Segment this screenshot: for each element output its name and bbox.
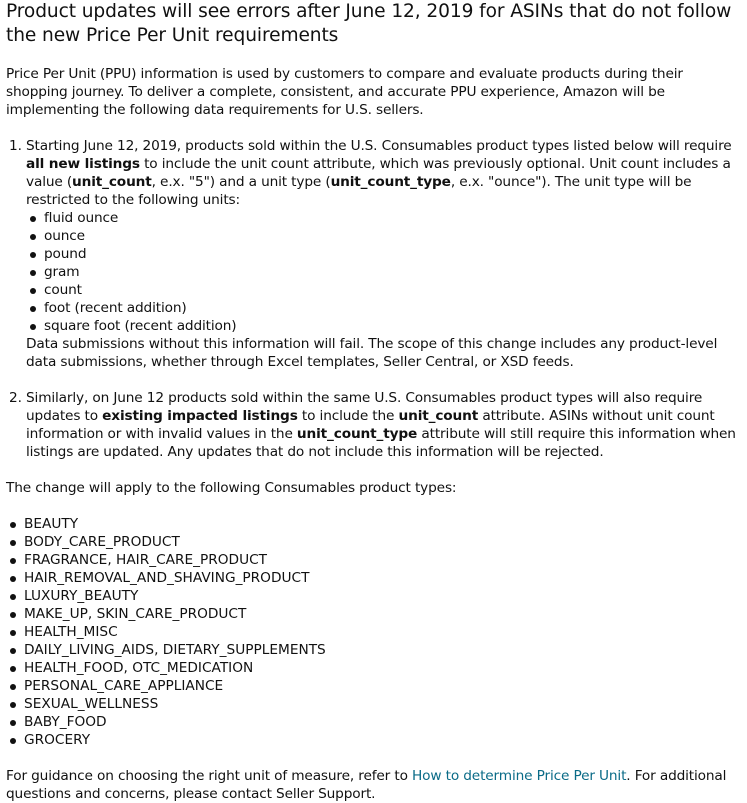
emphasis-unit-count: unit_count [72,174,152,190]
unit-types-list [26,209,747,335]
emphasis-unit-count-type: unit_count_type [296,426,418,442]
list-item: FRAGRANCE, HAIR_CARE_PRODUCT [6,551,747,569]
emphasis-unit-count: unit_count [398,408,479,424]
list-item: BEAUTY [6,515,747,533]
list-item: HAIR_REMOVAL_AND_SHAVING_PRODUCT [6,569,747,587]
list-item: HEALTH_FOOD, OTC_MEDICATION [6,659,747,677]
product-types-intro: The change will apply to the following Consumables product types: [6,480,457,496]
list-item: ounce [26,227,747,245]
list-item: count [26,281,747,299]
list-item: pound [26,245,747,263]
list-item: LUXURY_BEAUTY [6,587,747,605]
list-item: BODY_CARE_PRODUCT [6,533,747,551]
list-item: GROCERY [6,731,747,749]
emphasis-all-new-listings: all new listings [26,156,140,172]
list-item: PERSONAL_CARE_APPLIANCE [6,677,747,695]
requirement-1-text: Starting June 12, 2019, products sold within the U.S. Consumables product types listed below will require all new listings to include the unit count attribute, which was previously optional. Unit count includes a value (unit_count, e.x. "5") and a unit type (unit_count_type, e.x. "ounce"). The unit type will be restricted to the following units: [26,138,732,208]
requirement-item-1 [26,137,747,371]
list-item: MAKE_UP, SKIN_CARE_PRODUCT [6,605,747,623]
guidance-paragraph: For guidance on choosing the right unit of measure, refer to How to determine Price Per Unit. For additional questions and concerns, please contact Seller Support. [6,768,727,802]
list-item: fluid ounce [26,209,747,227]
list-item: SEXUAL_WELLNESS [6,695,747,713]
emphasis-existing-listings: existing impacted listings [102,408,298,424]
list-item: BABY_FOOD [6,713,747,731]
requirement-item-2 [26,389,747,461]
list-item: HEALTH_MISC [6,623,747,641]
requirements-list [6,137,747,461]
list-item: square foot (recent addition) [26,317,747,335]
ppu-help-link[interactable]: How to determine Price Per Unit [412,768,627,784]
product-types-list [6,515,747,749]
list-item: DAILY_LIVING_AIDS, DIETARY_SUPPLEMENTS [6,641,747,659]
intro-paragraph: Price Per Unit (PPU) information is used by customers to compare and evaluate products during their shopping journey. To deliver a complete, consistent, and accurate PPU experience, Amazon will be implementing the following data requirements for U.S. sellers. [6,66,683,118]
list-item: foot (recent addition) [26,299,747,317]
requirement-2-text: Similarly, on June 12 products sold within the same U.S. Consumables product types will also require updates to existing impacted listings to include the unit_count attribute. ASINs without unit count information or with invalid values in the unit_count_type attribute will still require this information when listings are updated. Any updates that do not include this information will be rejected. [26,390,736,460]
page-title: Product updates will see errors after June 12, 2019 for ASINs that do not follow the new Price Per Unit requirements [6,1,732,46]
emphasis-unit-count-type: unit_count_type [330,174,451,190]
requirement-1-closing: Data submissions without this information will fail. The scope of this change includes any product-level data submissions, whether through Excel templates, Seller Central, or XSD feeds. [26,336,718,370]
list-item: gram [26,263,747,281]
